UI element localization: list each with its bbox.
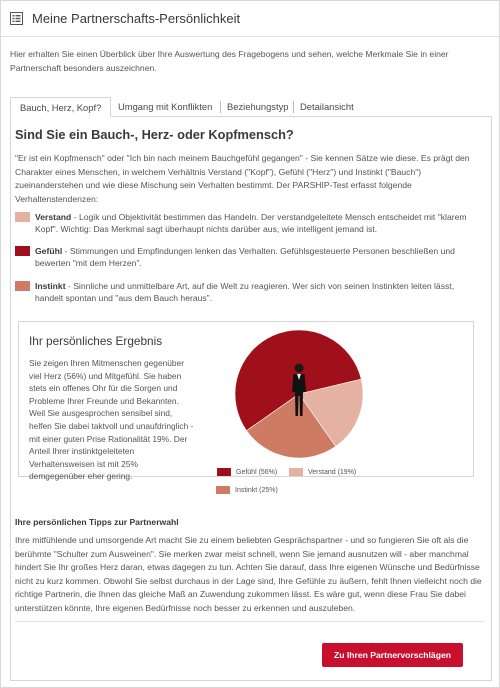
instinkt-swatch bbox=[15, 281, 30, 291]
page-title: Meine Partnerschafts-Persönlichkeit bbox=[32, 11, 241, 26]
tab-bauch-herz-kopf[interactable]: Bauch, Herz, Kopf? bbox=[10, 97, 111, 117]
tendency-text: - Stimmungen und Empfindungen lenken das Verhalten. Gefühlsgesteuerte Personen beschließen und bewerten "mit dem Herzen". bbox=[35, 246, 455, 269]
tab-beziehungstyp[interactable]: Beziehungstyp bbox=[227, 101, 289, 112]
document-list-icon bbox=[10, 12, 23, 25]
section-heading: Sind Sie ein Bauch-, Herz- oder Kopfmensch? bbox=[15, 127, 294, 142]
tendency-name: Instinkt bbox=[35, 281, 66, 291]
tendency-gefuehl bbox=[15, 245, 483, 270]
legend-label: Verstand (19%) bbox=[308, 468, 357, 476]
legend-item-verstand bbox=[289, 468, 356, 476]
result-text: Sie zeigen Ihren Mitmenschen gegenüber viel Herz (56%) und Mitgefühl. Sie haben stets ein offenes Ohr für die Sorgen und Probleme Ihrer Freunde und Bekannten. Weil Sie ausgesprochen sensibel sind, helfen Sie dabei taktvoll und unaufdringlich - mit einer guten Prise Rationalität 19%. Der Anteil Ihrer instinktgeleiteten Verhaltensweisen ist mit 25% demgegenüber eher gering. bbox=[29, 358, 194, 482]
pie-chart-svg bbox=[233, 328, 365, 460]
legend-swatch bbox=[216, 486, 230, 494]
tendency-verstand bbox=[15, 211, 483, 236]
legend-item-gefuehl bbox=[217, 468, 277, 476]
tendency-text: - Sinnliche und unmittelbare Art, auf die Welt zu reagieren. Wer sich von seinen Instinkten leiten lässt, handelt spontan und "aus dem Bauch heraus". bbox=[35, 281, 455, 304]
legend-label: Instinkt (25%) bbox=[235, 486, 278, 494]
tendency-text: - Logik und Objektivität bestimmen das Handeln. Der verstandgeleitete Mensch entscheidet mit "klarem Kopf". Wichtig: Das Merkmal sagt überhaupt nichts darüber aus, wie intelligent jemand ist. bbox=[35, 212, 467, 235]
tab-detailansicht[interactable]: Detailansicht bbox=[300, 101, 354, 112]
partner-suggestions-button[interactable]: Zu Ihren Partnervorschlägen bbox=[322, 643, 463, 667]
tendency-name: Verstand bbox=[35, 212, 72, 222]
intro-text: Hier erhalten Sie einen Überblick über Ihre Auswertung des Fragebogens und sehen, welche Merkmale Sie in einer Partnerschaft besonders auszeichnen. bbox=[10, 49, 449, 73]
tab-umgang-mit-konflikten[interactable]: Umgang mit Konflikten bbox=[118, 101, 213, 112]
legend-item-instinkt bbox=[216, 486, 278, 494]
tendency-instinkt bbox=[15, 280, 483, 305]
verstand-swatch bbox=[15, 212, 30, 222]
tendency-name: Gefühl bbox=[35, 246, 63, 256]
divider bbox=[15, 621, 485, 622]
tab-separator bbox=[293, 101, 294, 113]
tab-separator bbox=[220, 101, 221, 113]
legend-swatch bbox=[217, 468, 231, 476]
tips-title: Ihre persönlichen Tipps zur Partnerwahl bbox=[15, 517, 179, 527]
result-title: Ihr persönliches Ergebnis bbox=[29, 334, 163, 348]
legend-label: Gefühl (56%) bbox=[236, 468, 278, 476]
gefuehl-swatch bbox=[15, 246, 30, 256]
legend-swatch bbox=[289, 468, 303, 476]
section-paragraph: "Er ist ein Kopfmensch" oder "Ich bin nach meinem Bauchgefühl gegangen" - Sie kennen Sätze wie diese. Es prägt den Charakter eines Menschen, in welchem Verhältnis Verstand ("Kopf"), Gefühl ("Herz") und Instinkt ("Bauch") zueinanderstehen und wie diese Mischung sein Verhalten bestimmt. Der PARSHIP-Test erfasst folgende Verhaltenstendenzen: bbox=[15, 153, 470, 204]
tab-bar bbox=[10, 97, 492, 117]
tips-text: Ihre mitfühlende und umsorgende Art macht Sie zu einem beliebten Gesprächspartner - und so fungieren Sie oft als die berühmte "Schulter zum Ausweinen". Sie merken zwar meist schnell, wenn Sie jemand ausnutzen will - aber manchmal hindert Sie Ihr großes Herz daran, etwas dagegen zu tun. Achten Sie darauf, dass Ihre eigenen Wünsche und Bedürfnisse nicht zu kurz kommen. Obwohl Sie selbst durchaus in der Lage sind, Ihre Gefühle zu äußern, fehlt Ihnen vielleicht noch die richtige Partnerin, die Ihnen das gleiche Maß an Zuwendung zukommen lässt. Es wäre gut, wenn diese Frau Sie dabei unterstützen könnte, Ihre eigenen Bedürfnisse noch besser zu erkennen und auszuleben. bbox=[15, 535, 482, 613]
card-header bbox=[1, 1, 499, 37]
pie-chart bbox=[233, 328, 365, 460]
result-box bbox=[18, 321, 474, 482]
